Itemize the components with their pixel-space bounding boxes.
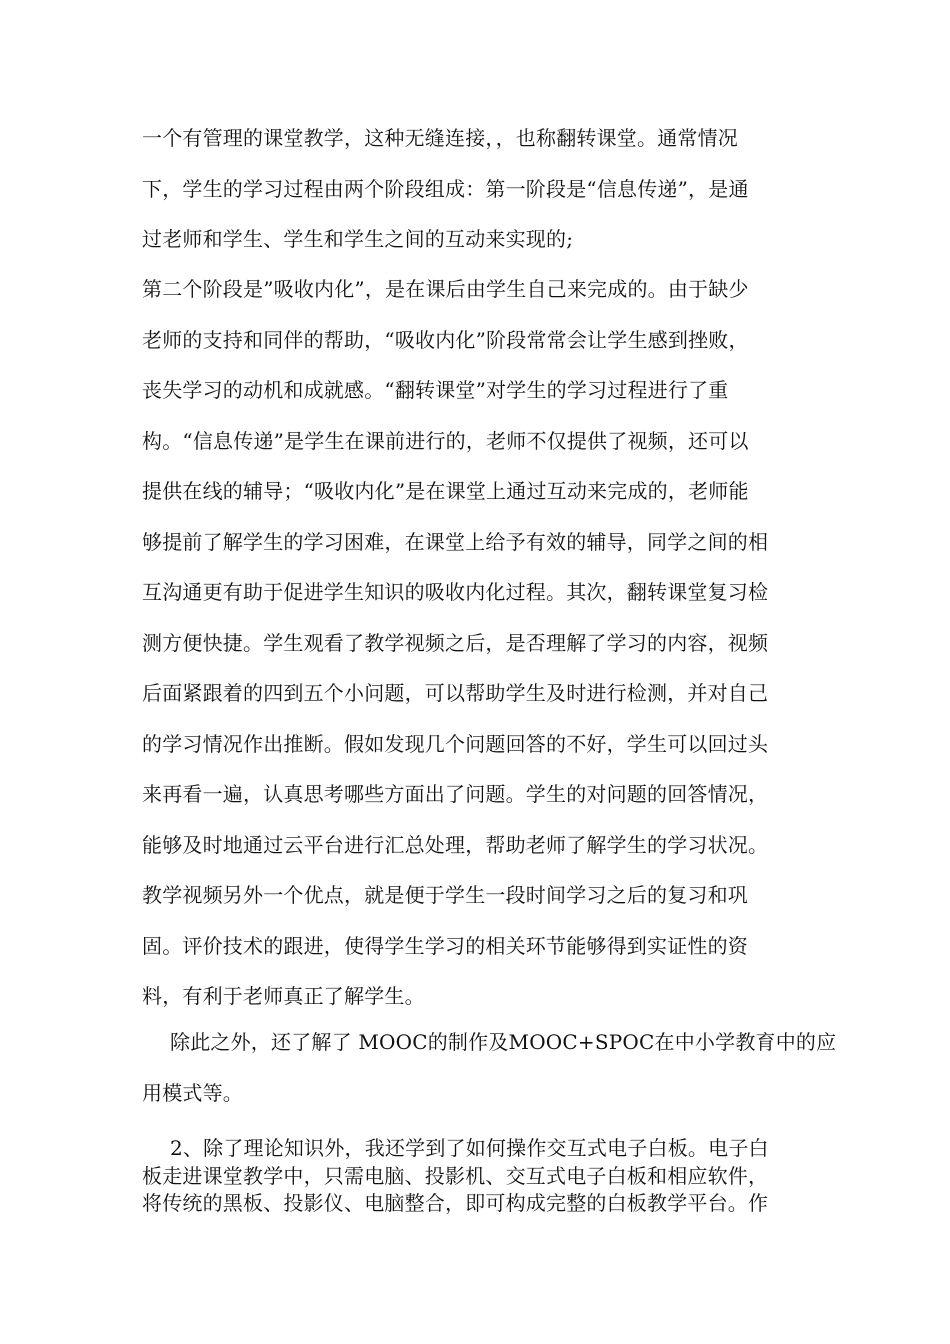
paragraph-second-stage [142, 264, 818, 1022]
text-line: 除此之外，还了解了 MOOC的制作及MOOC+SPOC在中小学教育中的应 [170, 1030, 837, 1054]
text-line: 第二个阶段是”吸收内化”，是在课后由学生自己来完成的。由于缺少 [142, 277, 749, 301]
text-line: 构。“信息传递”是学生在课前进行的，老师不仅提供了视频，还可以 [142, 428, 749, 453]
text-line: 固。评价技术的跟进，使得学生学习的相关环节能够得到实证性的资 [142, 933, 748, 958]
paragraph-flipped-classroom-intro [142, 113, 818, 265]
text-line: 后面紧跟着的四到五个小问题，可以帮助学生及时进行检测，并对自己 [142, 681, 769, 705]
text-line: 一个有管理的课堂教学，这种无缝连接，，也称翻转课堂。通常情况 [142, 126, 738, 150]
paragraph-interactive-whiteboard [142, 1135, 818, 1218]
text-line: 能够及时地通过云平台进行汇总处理，帮助老师了解学生的学习状况。 [142, 832, 769, 857]
text-line: 来再看一遍，认真思考哪些方面出了问题。学生的对问题的回答情况， [142, 782, 769, 806]
text-line: 的学习情况作出推断。假如发现几个问题回答的不好，学生可以回过头 [142, 731, 769, 756]
text-line: 下，学生的学习过程由两个阶段组成：第一阶段是“信息传递”，是通 [142, 176, 749, 201]
text-line: 用模式等。 [142, 1080, 243, 1105]
text-line: 够提前了解学生的学习困难，在课堂上给予有效的辅导，同学之间的相 [142, 529, 769, 554]
paragraph-mooc-spoc [142, 1017, 837, 1118]
text-line: 测方便快捷。学生观看了教学视频之后，是否理解了学习的内容，视频 [142, 630, 769, 655]
text-line: 互沟通更有助于促进学生知识的吸收内化过程。其次，翻转课堂复习检 [142, 580, 769, 604]
text-line: 教学视频另外一个优点，就是便于学生一段时间学习之后的复习和巩 [142, 883, 748, 907]
text-line: 板走进课堂教学中，只需电脑、投影机、交互式电子白板和相应软件， [142, 1163, 769, 1188]
text-line: 将传统的黑板、投影仪、电脑整合，即可构成完整的白板教学平台。作 [142, 1191, 769, 1215]
text-line: 过老师和学生、学生和学生之间的互动来实现的; [142, 227, 574, 251]
text-line: 提供在线的辅导；“吸收内化”是在课堂上通过互动来完成的，老师能 [142, 479, 749, 503]
text-line: 老师的支持和同伴的帮助，“吸收内化”阶段常常会让学生感到挫败， [142, 327, 749, 352]
text-line: 丧失学习的动机和成就感。“翻转课堂”对学生的学习过程进行了重 [142, 378, 729, 402]
text-line: 2、除了理论知识外，我还学到了如何操作交互式电子白板。电子白 [170, 1136, 769, 1160]
text-line: 料，有利于老师真正了解学生。 [142, 984, 425, 1008]
